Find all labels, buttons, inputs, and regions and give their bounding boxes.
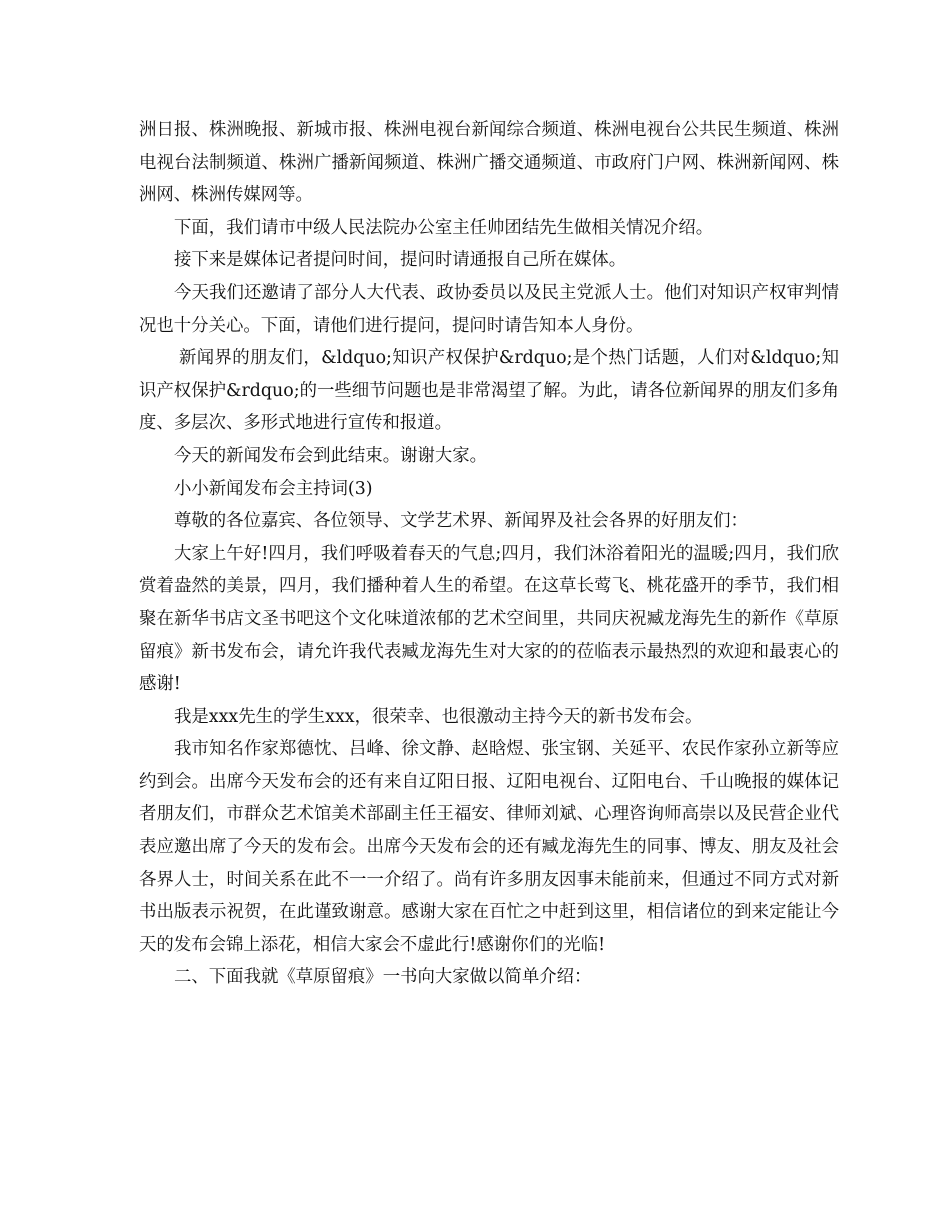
- paragraph-court-introduction: 下面，我们请市中级人民法院办公室主任帅团结先生做相关情况介绍。: [174, 217, 714, 238]
- paragraph-ip-protection: 新闻界的朋友们，&ldquo;知识产权保护&rdquo;是个热门话题，人们对&ldquo;知识产权保护&rdquo;的一些细节问题也是非常渴望了解。为此，请各位新闻界的朋友们多角度、多层次、多形式地进行宣传和报道。: [139, 348, 839, 434]
- paragraph-salutation: 尊敬的各位嘉宾、各位领导、文学艺术界、新闻界及社会各界的好朋友们：: [174, 511, 748, 532]
- paragraph-media-list: 洲日报、株洲晚报、新城市报、株洲电视台新闻综合频道、株洲电视台公共民生频道、株洲电视台法制频道、株洲广播新闻频道、株洲广播交通频道、市政府门户网、株洲新闻网、株洲网、株洲传媒网等。: [139, 120, 839, 206]
- document-body: [139, 114, 839, 994]
- section-heading: 小小新闻发布会主持词(3): [174, 478, 373, 499]
- paragraph-guests: 我市知名作家郑德忱、吕峰、徐文静、赵晗煜、张宝钢、关延平、农民作家孙立新等应约到会。出席今天发布会的还有来自辽阳日报、辽阳电视台、辽阳电台、千山晚报的媒体记者朋友们，市群众艺术馆美术部副主任王福安、律师刘斌、心理咨询师高崇以及民营企业代表应邀出席了今天的发布会。出席今天发布会的还有臧龙海先生的同事、博友、朋友及社会各界人士，时间关系在此不一一介绍了。尚有许多朋友因事未能前来，但通过不同方式对新书出版表示祝贺，在此谨致谢意。感谢大家在百忙之中赶到这里，相信诸位的到来定能让今天的发布会锦上添花，相信大家会不虚此行!感谢你们的光临!: [139, 739, 839, 955]
- paragraph-opening-welcome: 大家上午好!四月，我们呼吸着春天的气息;四月，我们沐浴着阳光的温暖;四月，我们欣赏着盎然的美景，四月，我们播种着人生的希望。在这草长莺飞、桃花盛开的季节，我们相聚在新华书店文圣书吧这个文化味道浓郁的艺术空间里，共同庆祝臧龙海先生的新作《草原留痕》新书发布会，请允许我代表臧龙海先生对大家的的莅临表示最热烈的欢迎和最衷心的感谢!: [139, 543, 839, 695]
- paragraph-delegates-questions: 今天我们还邀请了部分人大代表、政协委员以及民主党派人士。他们对知识产权审判情况也十分关心。下面，请他们进行提问，提问时请告知本人身份。: [139, 282, 839, 336]
- paragraph-press-questions: 接下来是媒体记者提问时间，提问时请通报自己所在媒体。: [174, 250, 627, 271]
- paragraph-closing: 今天的新闻发布会到此结束。谢谢大家。: [174, 445, 488, 466]
- paragraph-book-introduction: 二、下面我就《草原留痕》一书向大家做以简单介绍：: [174, 967, 592, 988]
- paragraph-host-intro: 我是xxx先生的学生xxx，很荣幸、也很激动主持今天的新书发布会。: [174, 706, 703, 727]
